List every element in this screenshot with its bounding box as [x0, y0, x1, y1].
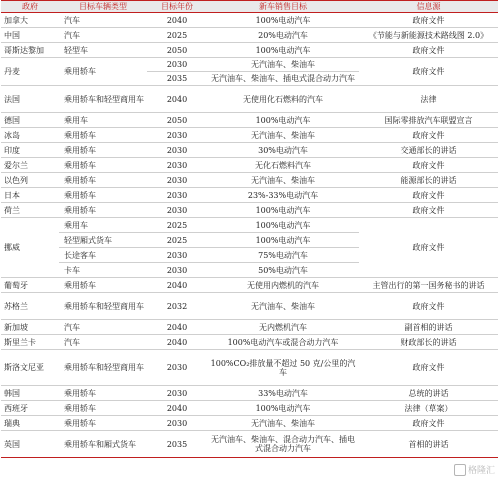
table-cell: 2030: [147, 188, 207, 203]
table-row: [1, 335, 498, 350]
table-row: [1, 203, 498, 218]
table-cell: 2050: [147, 113, 207, 128]
header-vehicle-type: 目标车辆类型: [59, 1, 147, 13]
header-target-year: 目标年份: [147, 1, 207, 13]
table-row: [1, 386, 498, 401]
table-cell: 法律: [359, 86, 498, 113]
watermark: [454, 463, 495, 476]
table-cell: 无内燃机汽车: [207, 320, 359, 335]
table-cell: 韩国: [1, 386, 59, 401]
table-cell: 政府文件: [359, 158, 498, 173]
table-cell: 2040: [147, 401, 207, 416]
table-cell: 政府文件: [359, 188, 498, 203]
table-row: [1, 58, 498, 72]
table-row: [1, 128, 498, 143]
table-cell: 政府文件: [359, 128, 498, 143]
table-cell: 挪威: [1, 218, 59, 278]
table-cell: 乘用轿车: [59, 401, 147, 416]
table-cell: 2030: [147, 143, 207, 158]
table-row: [1, 188, 498, 203]
table-cell: 无汽油车、柴油车: [207, 293, 359, 320]
table-cell: 33%电动汽车: [207, 386, 359, 401]
table-cell: 首相的讲话: [359, 431, 498, 458]
table-cell: 卡车: [59, 263, 147, 278]
table-cell: 交通部长的讲话: [359, 143, 498, 158]
table-cell: 印度: [1, 143, 59, 158]
table-row: [1, 350, 498, 386]
table-row: [1, 158, 498, 173]
table-cell: 2025: [147, 233, 207, 248]
table-cell: 总统的讲话: [359, 386, 498, 401]
table-cell: 副首相的讲话: [359, 320, 498, 335]
table-cell: 2035: [147, 431, 207, 458]
table-cell: 《节能与新能源技术路线图 2.0》: [359, 28, 498, 43]
table-cell: 乘用车: [59, 218, 147, 233]
table-cell: 乘用轿车: [59, 416, 147, 431]
table-cell: 2040: [147, 320, 207, 335]
table-cell: 日本: [1, 188, 59, 203]
table-cell: 2040: [147, 278, 207, 293]
table-cell: 乘用轿车: [59, 203, 147, 218]
table-cell: 2030: [147, 350, 207, 386]
table-row: [1, 173, 498, 188]
table-cell: 法国: [1, 86, 59, 113]
table-cell: 加拿大: [1, 13, 59, 28]
table-cell: 100%电动汽车: [207, 203, 359, 218]
table-cell: 能源部长的讲话: [359, 173, 498, 188]
table-header-row: [1, 1, 498, 13]
table-cell: 葡萄牙: [1, 278, 59, 293]
table-cell: 2030: [147, 128, 207, 143]
table-cell: 乘用轿车: [59, 158, 147, 173]
table-cell: 无汽油车、柴油车: [207, 173, 359, 188]
table-cell: 23%-33%电动汽车: [207, 188, 359, 203]
table-cell: 2040: [147, 335, 207, 350]
table-cell: 轻型车: [59, 43, 147, 58]
table-cell: 爱尔兰: [1, 158, 59, 173]
table-cell: 乘用轿车: [59, 173, 147, 188]
table-cell: 无使用内燃机的汽车: [207, 278, 359, 293]
table-cell: 100%CO₂排放量不超过 50 克/公里的汽车: [207, 350, 359, 386]
table-cell: 无化石燃料汽车: [207, 158, 359, 173]
table-cell: 2032: [147, 293, 207, 320]
table-cell: 英国: [1, 431, 59, 458]
table-cell: 法律（草案）: [359, 401, 498, 416]
table-row: [1, 13, 498, 28]
table-cell: 2030: [147, 158, 207, 173]
table-cell: 100%电动汽车: [207, 218, 359, 233]
table-cell: 乘用轿车和轻型商用车: [59, 293, 147, 320]
table-cell: 政府文件: [359, 350, 498, 386]
table-row: [1, 293, 498, 320]
table-cell: 100%电动汽车: [207, 401, 359, 416]
table-row: [1, 416, 498, 431]
table-cell: 乘用车: [59, 113, 147, 128]
table-cell: 无汽油车、柴油车: [207, 128, 359, 143]
table-cell: 75%电动汽车: [207, 248, 359, 263]
table-cell: 国际零排放汽车联盟宣言: [359, 113, 498, 128]
table-cell: 无使用化石燃料的汽车: [207, 86, 359, 113]
table-cell: 2040: [147, 86, 207, 113]
table-cell: 2030: [147, 386, 207, 401]
watermark-text: 格隆汇: [467, 466, 495, 476]
table-cell: 30%电动汽车: [207, 143, 359, 158]
table-cell: 以色列: [1, 173, 59, 188]
table-cell: 50%电动汽车: [207, 263, 359, 278]
table-row: [1, 28, 498, 43]
table-cell: 新加坡: [1, 320, 59, 335]
header-source: 信息源: [359, 1, 498, 13]
table-cell: 2025: [147, 28, 207, 43]
table-cell: 100%电动汽车或混合动力汽车: [207, 335, 359, 350]
table-cell: 苏格兰: [1, 293, 59, 320]
table-cell: 无汽油车、柴油车: [207, 416, 359, 431]
table-cell: 丹麦: [1, 58, 59, 86]
table-cell: 财政部长的讲话: [359, 335, 498, 350]
table-row: [1, 143, 498, 158]
table-row: [1, 86, 498, 113]
table-cell: 汽车: [59, 320, 147, 335]
table-cell: 乘用轿车: [59, 58, 147, 86]
table-cell: 2030: [147, 203, 207, 218]
table-cell: 西班牙: [1, 401, 59, 416]
table-cell: 政府文件: [359, 13, 498, 28]
header-government: 政府: [1, 1, 59, 13]
table-cell: 政府文件: [359, 293, 498, 320]
table-cell: 乘用轿车: [59, 143, 147, 158]
table-cell: 政府文件: [359, 58, 498, 86]
table-cell: 20%电动汽车: [207, 28, 359, 43]
header-sales-target: 新车销售目标: [207, 1, 359, 13]
table-cell: 2050: [147, 43, 207, 58]
table-row: [1, 113, 498, 128]
table-cell: 乘用轿车和轻型商用车: [59, 350, 147, 386]
table-row: [1, 320, 498, 335]
table-row: [1, 431, 498, 458]
table-cell: 荷兰: [1, 203, 59, 218]
table-cell: 2040: [147, 13, 207, 28]
table-cell: 斯里兰卡: [1, 335, 59, 350]
table-cell: 2025: [147, 218, 207, 233]
table-cell: 汽车: [59, 28, 147, 43]
table-cell: 主管出行的第一国务秘书的讲话: [359, 278, 498, 293]
table-cell: 中国: [1, 28, 59, 43]
table-cell: 政府文件: [359, 203, 498, 218]
table-cell: 无汽油车、柴油车、插电式混合动力汽车: [207, 72, 359, 86]
table-body: [1, 13, 498, 458]
table-row: [1, 278, 498, 293]
table-cell: 政府文件: [359, 218, 498, 278]
table-cell: 2030: [147, 263, 207, 278]
table-cell: 2030: [147, 58, 207, 72]
table-cell: 汽车: [59, 13, 147, 28]
table-cell: 瑞典: [1, 416, 59, 431]
table-cell: 100%电动汽车: [207, 233, 359, 248]
table-row: [1, 401, 498, 416]
table-cell: 乘用轿车: [59, 188, 147, 203]
table-cell: 汽车: [59, 335, 147, 350]
table-cell: 长途客车: [59, 248, 147, 263]
table-cell: 冰岛: [1, 128, 59, 143]
ev-targets-table: [1, 0, 498, 458]
table-cell: 2035: [147, 72, 207, 86]
table-cell: 政府文件: [359, 416, 498, 431]
table-cell: 100%电动汽车: [207, 113, 359, 128]
table-cell: 2030: [147, 248, 207, 263]
table-cell: 德国: [1, 113, 59, 128]
table-cell: 无汽油车、柴油车: [207, 58, 359, 72]
table-cell: 无汽油车、柴油车、混合动力汽车、插电式混合动力汽车: [207, 431, 359, 458]
table-cell: 政府文件: [359, 43, 498, 58]
table-cell: 2030: [147, 416, 207, 431]
table-cell: 乘用轿车: [59, 128, 147, 143]
table-cell: 100%电动汽车: [207, 43, 359, 58]
table-cell: 轻型厢式货车: [59, 233, 147, 248]
watermark-logo-icon: [454, 464, 466, 476]
table-cell: 100%电动汽车: [207, 13, 359, 28]
table-row: [1, 43, 498, 58]
table-row: [1, 218, 498, 233]
table-cell: 乘用轿车: [59, 386, 147, 401]
table-cell: 乘用轿车和厢式货车: [59, 431, 147, 458]
table-cell: 斯洛文尼亚: [1, 350, 59, 386]
table-cell: 2030: [147, 173, 207, 188]
table-cell: 乘用轿车和轻型商用车: [59, 86, 147, 113]
table-cell: 乘用轿车: [59, 278, 147, 293]
table-cell: 哥斯达黎加: [1, 43, 59, 58]
